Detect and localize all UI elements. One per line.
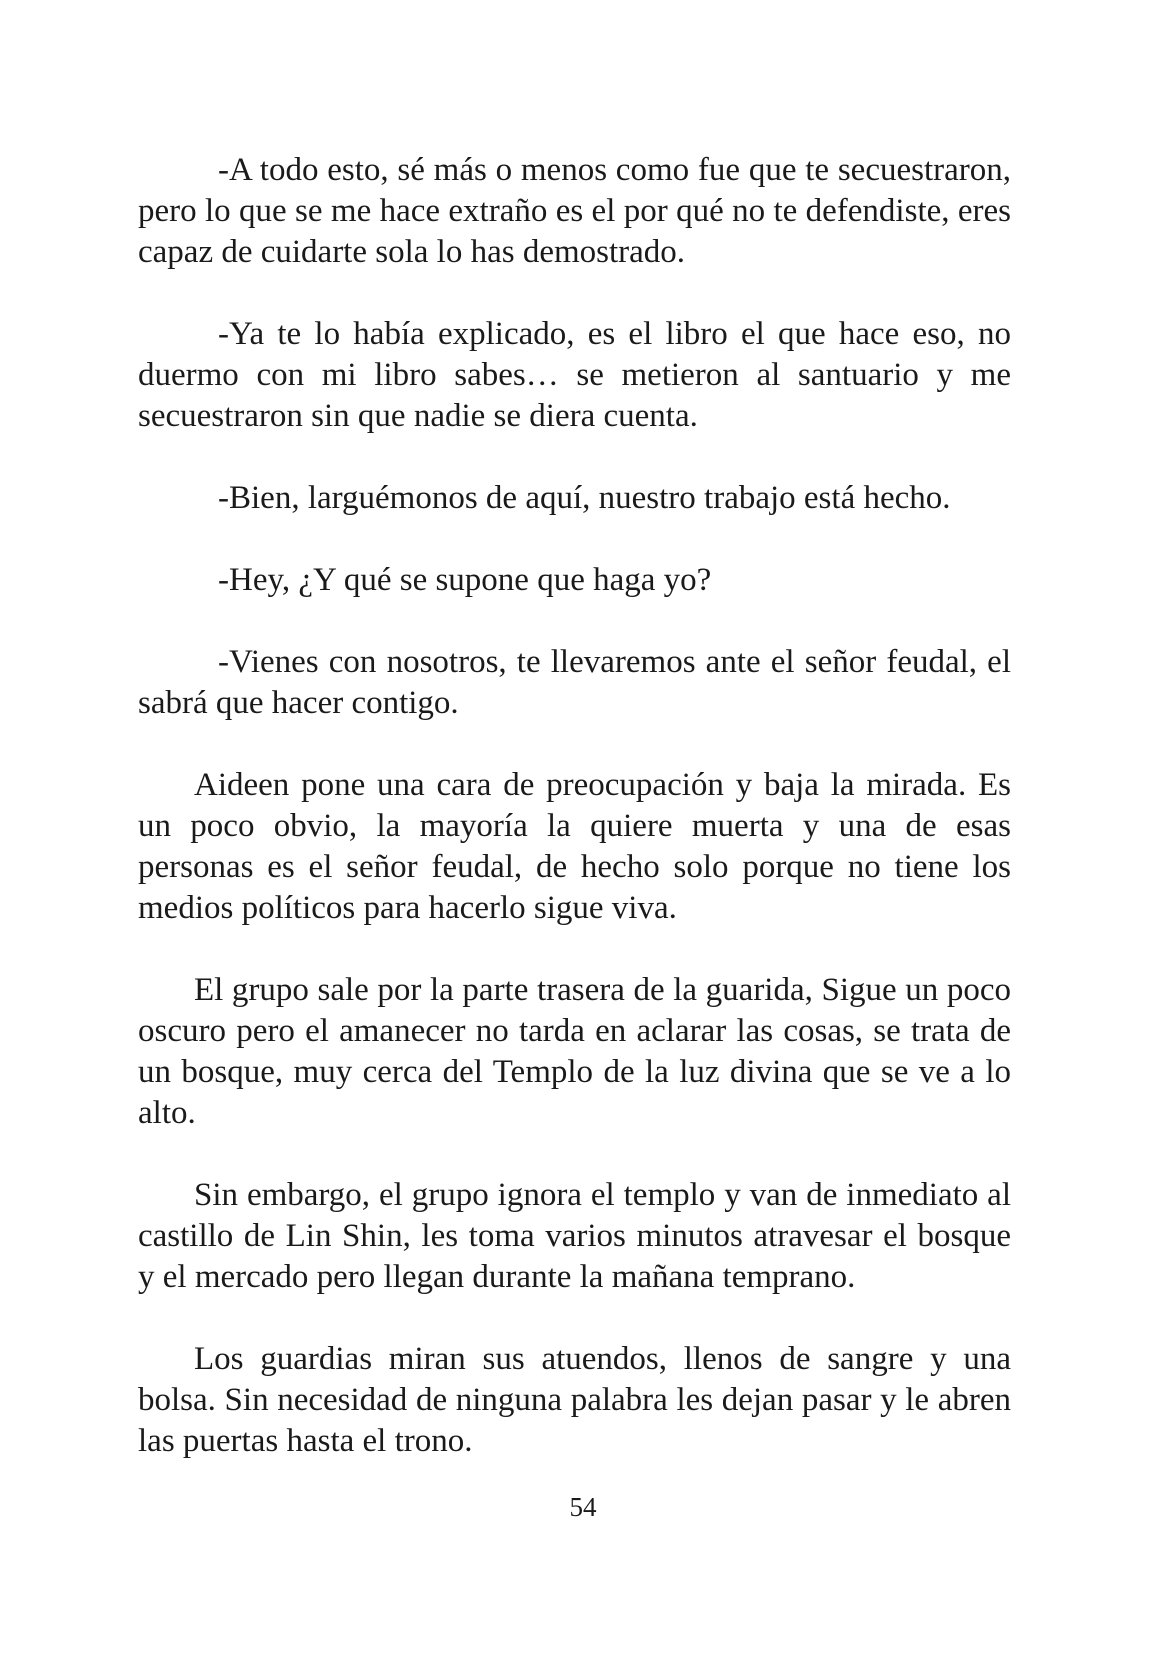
dialogue-paragraph-4: -Hey, ¿Y qué se supone que haga yo? (218, 562, 712, 598)
dialogue-paragraph-1: -A todo esto, sé más o menos como fue que te secuestraron, pero lo que se me hace extraño es el por qué no te defendiste, eres capaz de cuidarte sola lo has demostrado. (138, 152, 1011, 270)
page-number: 54 (569, 1492, 597, 1522)
dialogue-paragraph-2: -Ya te lo había explicado, es el libro el que hace eso, no duermo con mi libro sabes… se metieron al santuario y me secuestraron sin que nadie se diera cuenta. (138, 316, 1011, 434)
dialogue-paragraph-3: -Bien, larguémonos de aquí, nuestro trabajo está hecho. (218, 480, 951, 516)
body-text (138, 150, 1011, 1503)
dialogue-paragraph-5: -Vienes con nosotros, te llevaremos ante el señor feudal, el sabrá que hacer contigo. (138, 644, 1011, 721)
narrative-paragraph-3: Sin embargo, el grupo ignora el templo y van de inmediato al castillo de Lin Shin, les toma varios minutos atravesar el bosque y el mercado pero llegan durante la mañana temprano. (138, 1177, 1011, 1295)
narrative-paragraph-4: Los guardias miran sus atuendos, llenos de sangre y una bolsa. Sin necesidad de ninguna palabra les dejan pasar y le abren las puertas hasta el trono. (138, 1341, 1011, 1459)
narrative-paragraph-1: Aideen pone una cara de preocupación y baja la mirada. Es un poco obvio, la mayoría la quiere muerta y una de esas personas es el señor feudal, de hecho solo porque no tiene los medios políticos para hacerlo sigue viva. (138, 767, 1011, 926)
narrative-paragraph-2: El grupo sale por la parte trasera de la guarida, Sigue un poco oscuro pero el amanecer no tarda en aclarar las cosas, se trata de un bosque, muy cerca del Templo de la luz divina que se ve a lo alto. (138, 972, 1011, 1131)
